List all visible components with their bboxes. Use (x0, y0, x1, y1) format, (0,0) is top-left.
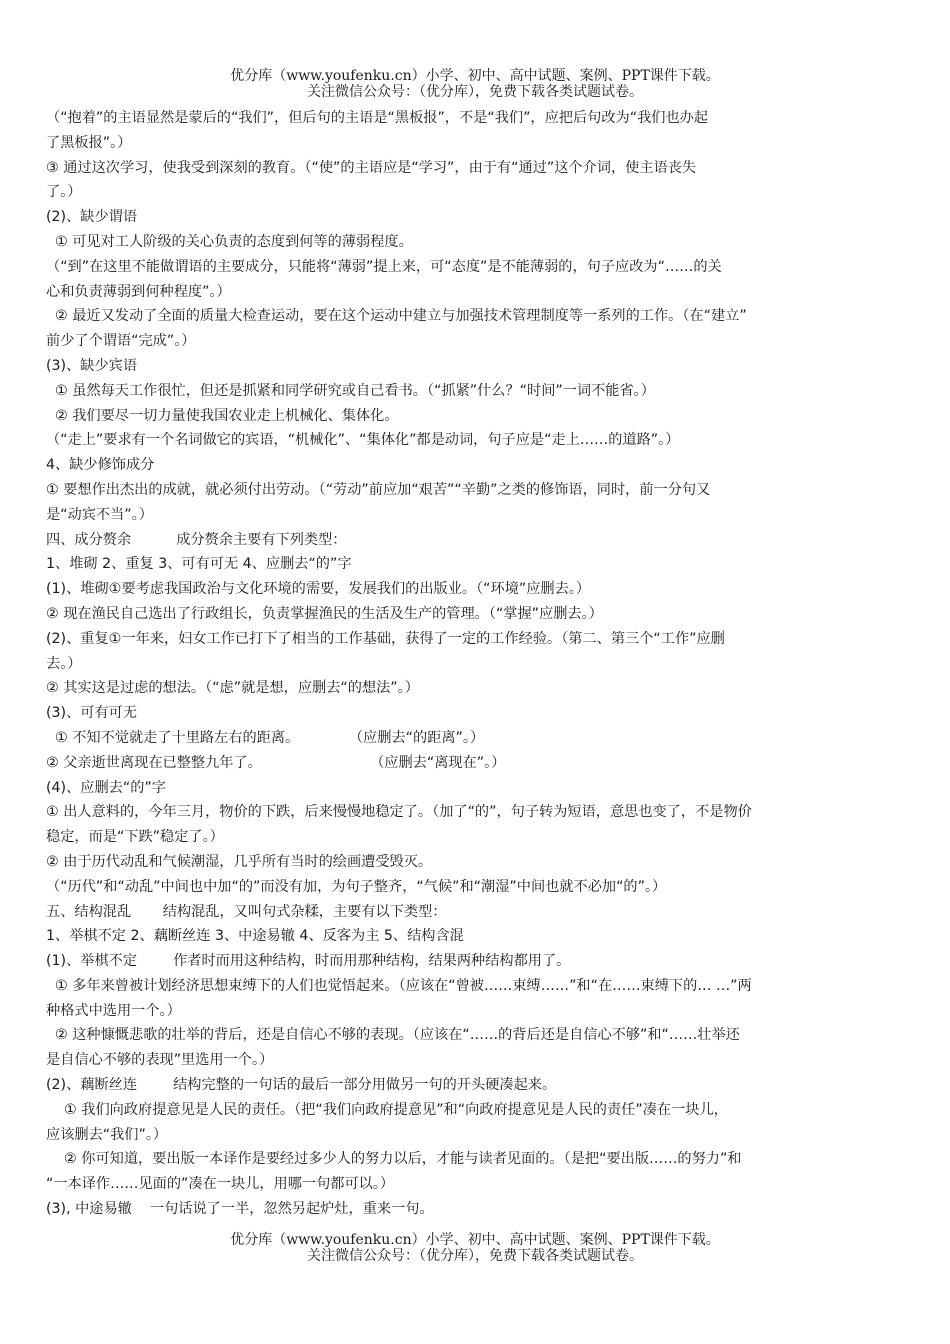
text-line: ② 由于历代动乱和气候潮湿，几乎所有当时的绘画遭受毁灭。 (46, 853, 433, 870)
page-header (0, 68, 950, 100)
section-heading: (3)、可有可无 (46, 705, 138, 722)
text-line: 了。） (46, 184, 82, 201)
section-heading: (3)、缺少宾语 (46, 357, 138, 374)
text-line: 了黑板报”。） (46, 134, 132, 151)
text-line: 应该删去“我们”。） (46, 1126, 168, 1143)
text-line: ② 现在渔民自己选出了行政组长，负责掌握渔民的生活及生产的管理。（“掌握”应删去。） (46, 605, 603, 622)
text-line: ② 这种慷慨悲歌的壮举的背后，还是自信心不够的表现。（应该在“……的背后还是自信心不够”和“……壮举还 (46, 1027, 740, 1044)
text-line: （“抱着”的主语显然是蒙后的“我们”，但后句的主语是“黑板报”，不是“我们”，应把后句改为“我们也办起 (46, 110, 709, 126)
section-heading: 四、成分赘余 成分赘余主要有下列类型： (46, 531, 347, 548)
text-line: ② 父亲逝世离现在已整整九年了。 （应删去“离现在”。） (46, 754, 506, 771)
page-footer (0, 1232, 950, 1264)
section-heading: (1)、举棋不定 作者时而用这种结构，时而用那种结构，结果两种结构都用了。 (46, 953, 571, 970)
text-line: ② 你可知道，要出版一本译作是要经过多少人的努力以后，才能与读者见面的。（是把“要出版……的努力”和 (46, 1151, 742, 1168)
section-heading: 五、结构混乱 结构混乱，又叫句式杂糅，主要有以下类型： (46, 903, 447, 920)
text-line: 心和负责薄弱到何种程度”。） (46, 283, 231, 300)
text-line: 去。） (46, 655, 82, 672)
text-line: 是自信心不够的表现”里选用一个。） (46, 1052, 274, 1069)
text-line: 1、堆砌 2、重复 3、可有可无 4、应删去“的”字 (46, 556, 352, 573)
text-line: ② 最近又发动了全面的质量大检查运动，要在这个运动中建立与加强技术管理制度等一系列的工作。（在“建立” (46, 308, 747, 325)
text-line: ① 我们向政府提意见是人民的责任。（把“我们向政府提意见”和“向政府提意见是人民的责任”凑在一块儿， (46, 1101, 728, 1118)
text-line: 稳定，而是“下跌”稳定了。） (46, 829, 224, 846)
text-line: 1、举棋不定 2、藕断丝连 3、中途易辙 4、反客为主 5、结构含混 (46, 928, 464, 945)
header-line-1: 优分库（www.youfenku.cn）小学、初中、高中试题、案例、PPT课件下载。 (230, 68, 720, 84)
section-heading: (3), 中途易辙 一句话说了一半，忽然另起炉灶，重来一句。 (46, 1201, 434, 1218)
text-line: ① 多年来曾被计划经济思想束缚下的人们也觉悟起来。（应该在“曾被……束缚……”和“在……束缚下的… …”两 (46, 977, 752, 994)
text-line: 种格式中选用一个。） (46, 1002, 181, 1019)
section-heading: (4)、应删去“的”字 (46, 779, 166, 796)
text-line: ② 我们要尽一切力量使我国农业走上机械化、集体化。 (46, 407, 399, 424)
text-line: “一本译作……见面的”凑在一块儿，用哪一句都可以。） (46, 1176, 395, 1193)
text-line: ① 要想作出杰出的成就，就必须付出劳动。（“劳动”前应加“艰苦”“辛勤”之类的修饰语，同时，前一分句又 (46, 481, 711, 498)
header-line-2: 关注微信公众号：（优分库），免费下载各类试题试卷。 (307, 84, 643, 100)
text-line: （“走上”要求有一个名词做它的宾语，“机械化”、“集体化”都是动词，句子应是“走上……的道路”。） (46, 432, 680, 449)
text-line: （“历代”和“动乱”中间也中加“的”而没有加，为句子整齐，“气候”和“潮湿”中间也就不必加“的”。） (46, 878, 667, 895)
document-body (46, 106, 906, 1222)
section-heading: (2)、藕断丝连 结构完整的一句话的最后一部分用做另一句的开头硬凑起来。 (46, 1077, 557, 1094)
text-line: 是“动宾不当”。） (46, 506, 153, 523)
footer-line-1: 优分库（www.youfenku.cn）小学、初中、高中试题、案例、PPT课件下载。 (230, 1232, 720, 1248)
text-line: 前少了个谓语“完成”。） (46, 333, 196, 350)
text-line: ① 虽然每天工作很忙，但还是抓紧和同学研究或自己看书。（“抓紧”什么？“时间”一词不能省。） (46, 382, 655, 399)
text-line: ① 不知不觉就走了十里路左右的距离。 （应删去“的距离”。） (46, 729, 485, 746)
text-line: (1)、堆砌①要考虑我国政治与文化环境的需要，发展我们的出版业。（“环境”应删去。） (46, 581, 591, 598)
text-line: ① 可见对工人阶级的关心负责的态度到何等的薄弱程度。 (46, 233, 413, 250)
footer-line-2: 关注微信公众号：（优分库），免费下载各类试题试卷。 (307, 1248, 643, 1264)
text-line: ② 其实这是过虑的想法。（“虑”就是想，应删去“的想法”。） (46, 680, 419, 697)
text-line: （“到”在这里不能做谓语的主要成分，只能将“薄弱”提上来，可“态度”是不能薄弱的，句子应改为“……的关 (46, 258, 722, 275)
text-line: ③ 通过这次学习，使我受到深刻的教育。（“使”的主语应是“学习”，由于有“通过”这个介词，使主语丧失 (46, 159, 697, 176)
section-heading: (2)、缺少谓语 (46, 209, 138, 226)
text-line: (2)、重复①一年来，妇女工作已打下了相当的工作基础，获得了一定的工作经验。（第二、第三个“工作”应删 (46, 630, 725, 647)
section-heading: 4、缺少修饰成分 (46, 457, 155, 474)
text-line: ① 出人意料的，今年三月，物价的下跌，后来慢慢地稳定了。（加了“的”，句子转为短语，意思也变了，不是物价 (46, 804, 752, 821)
